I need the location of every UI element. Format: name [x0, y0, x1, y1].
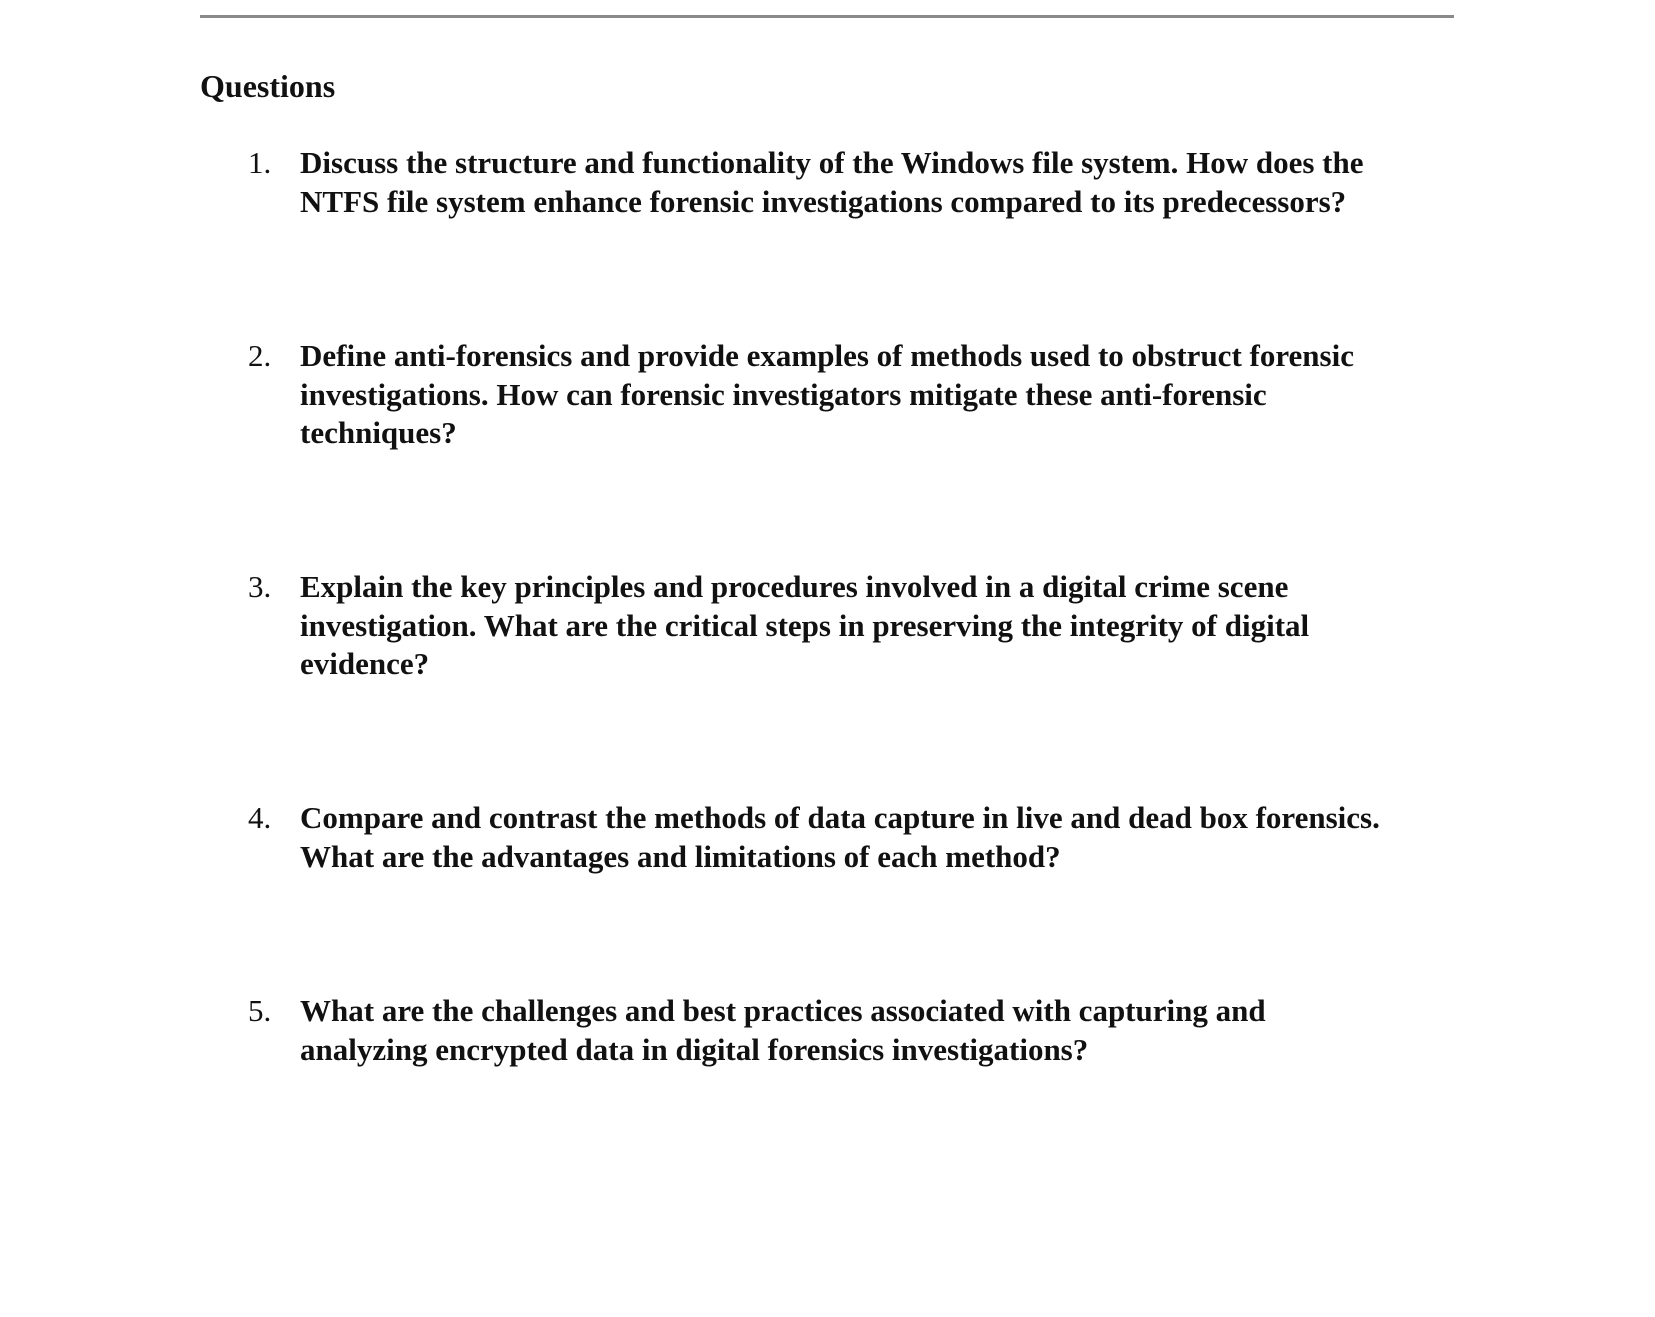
question-text-line: investigations. How can forensic investigators mitigate these anti-forensic [300, 376, 1267, 412]
top-rule [200, 15, 1454, 18]
question-text-line: Define anti-forensics and provide examples of methods used to obstruct forensic [300, 338, 1354, 373]
question-text-line: analyzing encrypted data in digital forensics investigations? [300, 1031, 1089, 1067]
question-text [300, 799, 1460, 876]
question-number: 1. [248, 145, 272, 180]
question-number: 3. [248, 569, 272, 604]
question-number: 4. [248, 800, 272, 835]
question-item-2 [248, 337, 1463, 467]
question-text-line: Discuss the structure and functionality of the Windows file system. How does the [300, 145, 1364, 180]
question-text [300, 992, 1460, 1069]
question-text-line: Explain the key principles and procedures involved in a digital crime scene [300, 569, 1289, 604]
question-text-line: What are the challenges and best practices associated with capturing and [300, 993, 1266, 1028]
question-text [300, 337, 1460, 453]
page-heading: Questions [200, 68, 336, 104]
question-item-1 [248, 144, 1463, 274]
question-item-4 [248, 799, 1463, 929]
question-number: 2. [248, 338, 272, 373]
question-text-line: Compare and contrast the methods of data capture in live and dead box forensics. [300, 800, 1380, 835]
question-text [300, 568, 1460, 684]
question-text-line: evidence? [300, 646, 430, 681]
question-text-line: NTFS file system enhance forensic investigations compared to its predecessors? [300, 183, 1347, 219]
question-item-3 [248, 568, 1463, 698]
question-text [300, 144, 1460, 221]
question-text-line: techniques? [300, 415, 457, 450]
question-item-5 [248, 992, 1463, 1122]
question-text-line: investigation. What are the critical steps in preserving the integrity of digital [300, 607, 1310, 643]
question-text-line: What are the advantages and limitations of each method? [300, 838, 1061, 874]
question-number: 5. [248, 993, 272, 1028]
